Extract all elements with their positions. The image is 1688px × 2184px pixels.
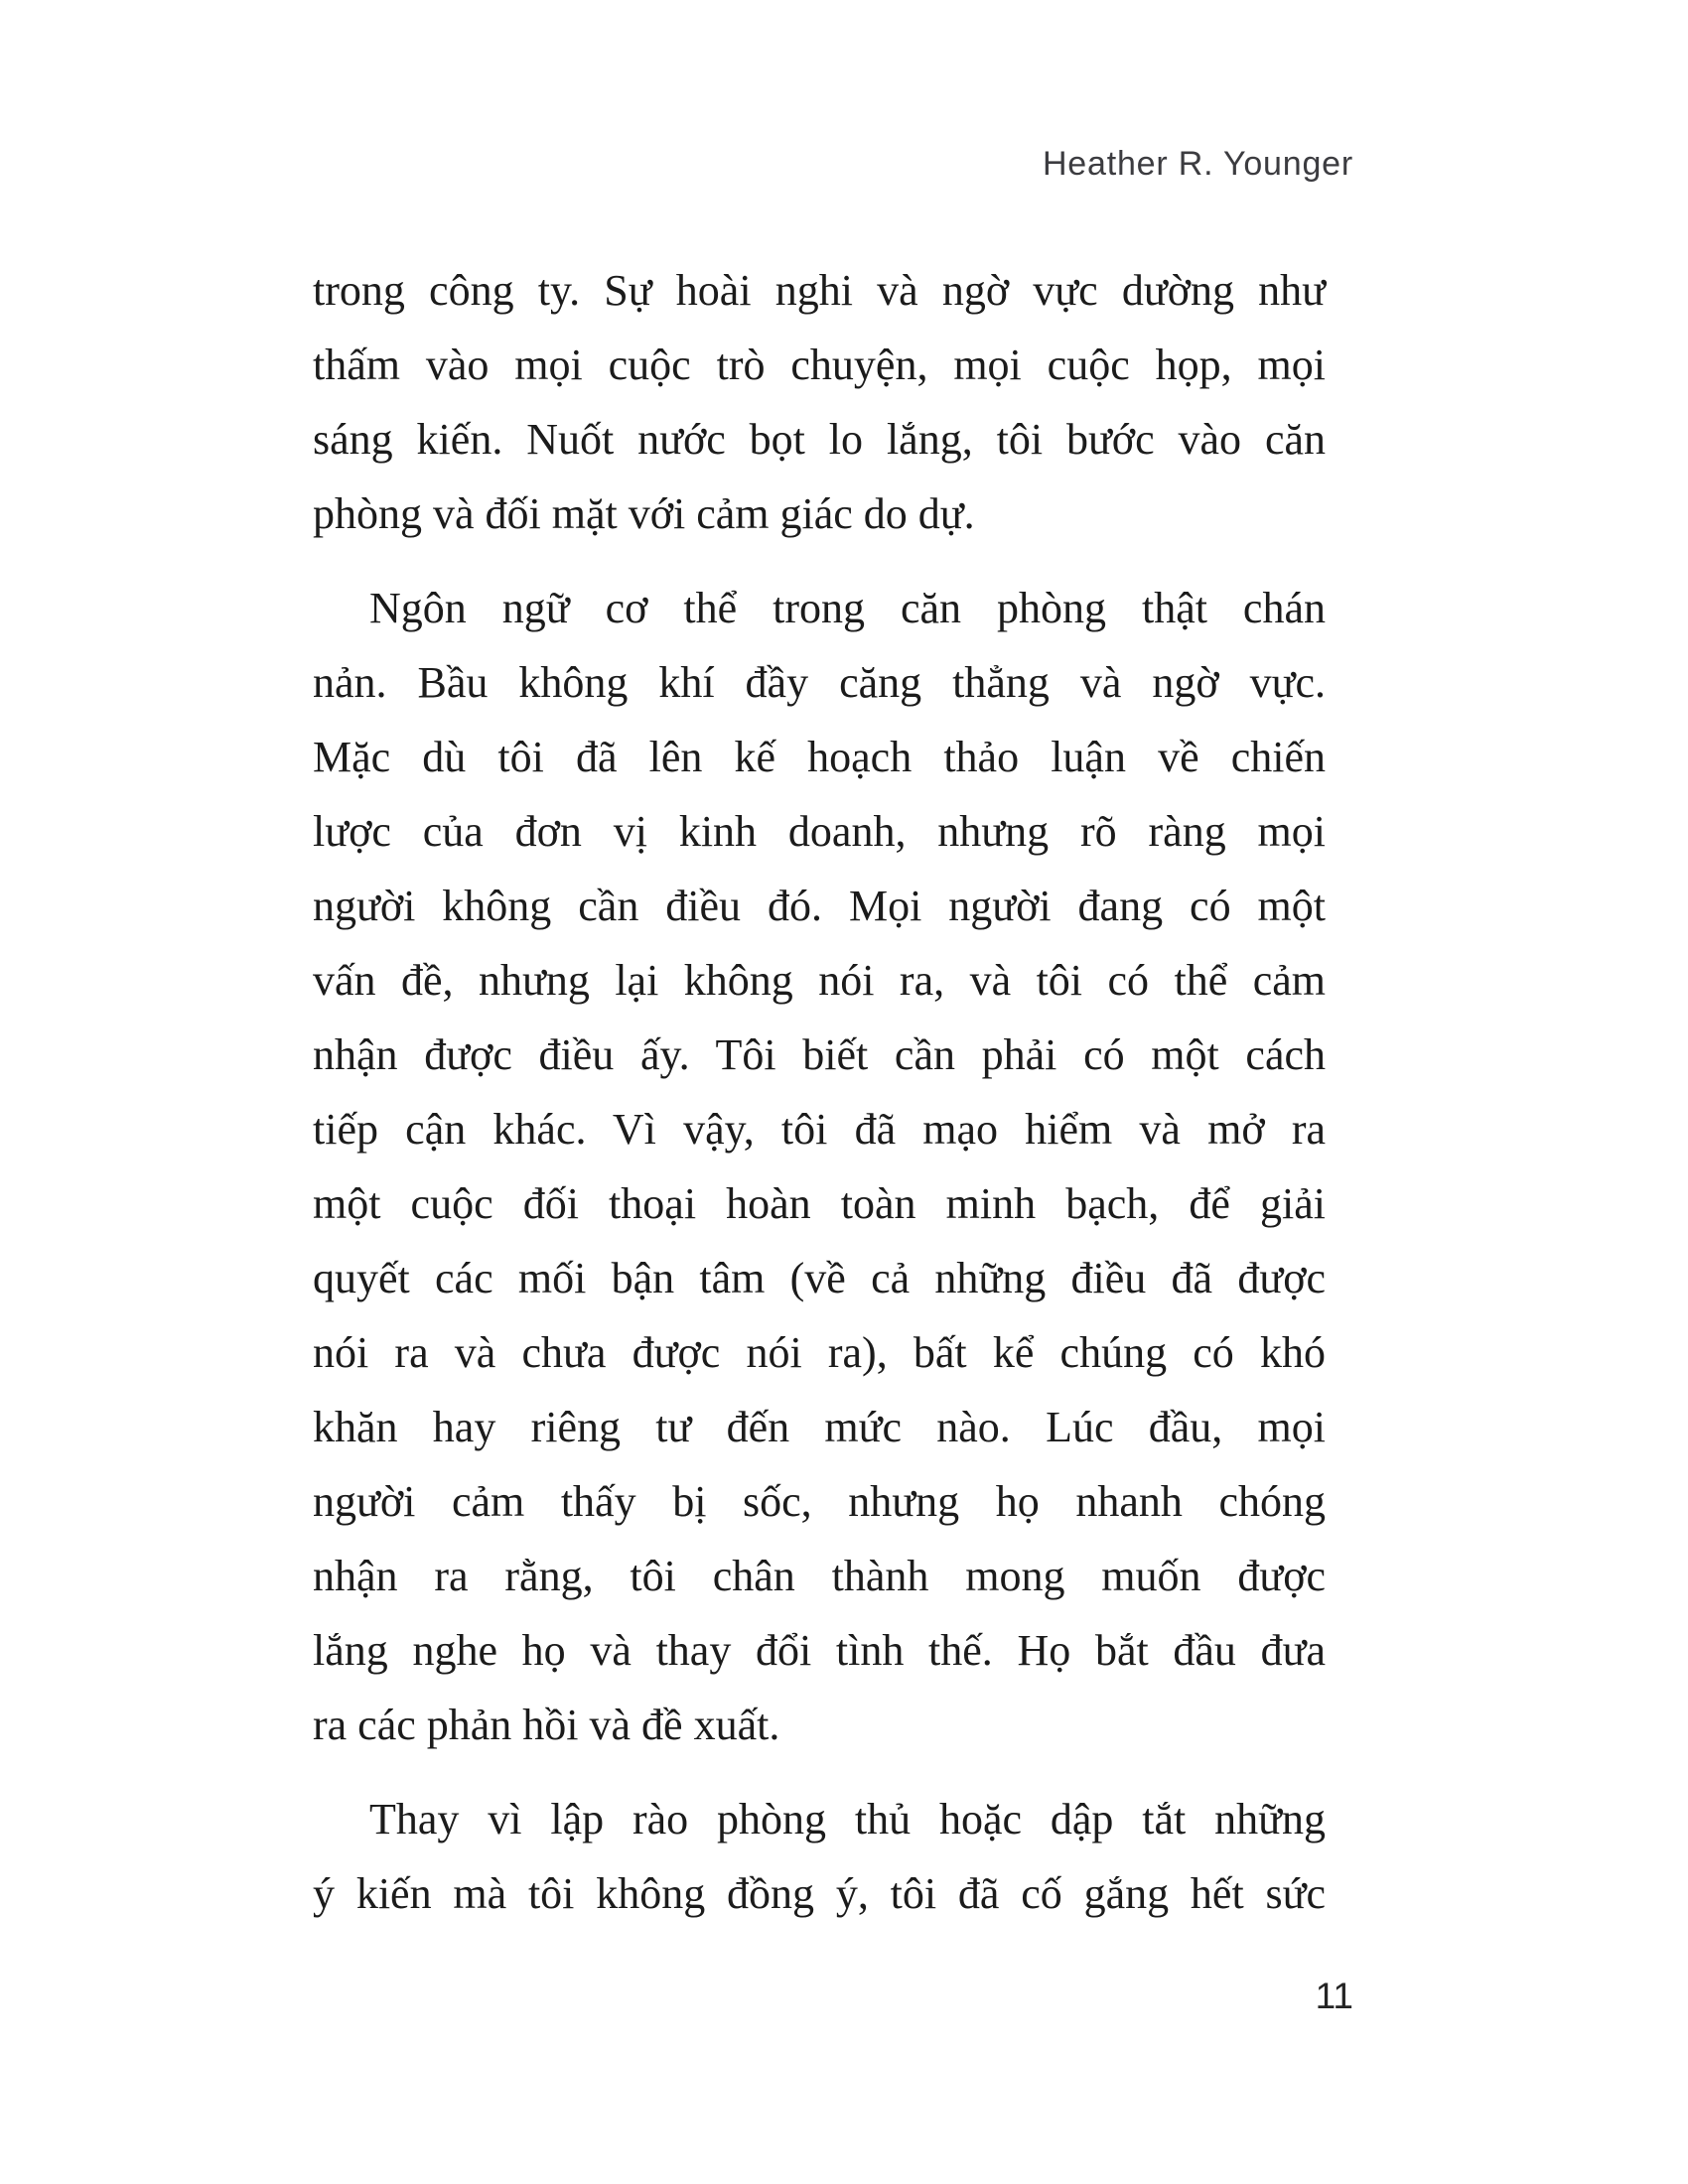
text-line: khăn hay riêng tư đến mức nào. Lúc đầu, mọi xyxy=(313,1403,1326,1451)
text-line: ra các phản hồi và đề xuất. xyxy=(313,1701,780,1749)
text-line: người cảm thấy bị sốc, nhưng họ nhanh chóng xyxy=(313,1477,1326,1526)
body-text xyxy=(313,253,1326,1931)
text-line: Thay vì lập rào phòng thủ hoặc dập tắt những xyxy=(369,1795,1326,1843)
text-line: người không cần điều đó. Mọi người đang có một xyxy=(313,882,1326,930)
text-line: phòng và đối mặt với cảm giác do dự. xyxy=(313,489,975,538)
text-line: thấm vào mọi cuộc trò chuyện, mọi cuộc họp, mọi xyxy=(313,341,1326,389)
text-line: nhận được điều ấy. Tôi biết cần phải có một cách xyxy=(313,1030,1326,1079)
paragraph xyxy=(313,1782,1326,1931)
text-line: sáng kiến. Nuốt nước bọt lo lắng, tôi bước vào căn xyxy=(313,415,1326,464)
text-line: một cuộc đối thoại hoàn toàn minh bạch, để giải xyxy=(313,1179,1326,1228)
text-line: tiếp cận khác. Vì vậy, tôi đã mạo hiểm và mở ra xyxy=(313,1105,1326,1154)
text-line: lắng nghe họ và thay đổi tình thế. Họ bắt đầu đưa xyxy=(313,1626,1326,1675)
text-line: ý kiến mà tôi không đồng ý, tôi đã cố gắng hết sức xyxy=(313,1869,1326,1918)
text-line: Mặc dù tôi đã lên kế hoạch thảo luận về chiến xyxy=(313,733,1326,781)
text-line: nhận ra rằng, tôi chân thành mong muốn được xyxy=(313,1552,1326,1600)
text-line: vấn đề, nhưng lại không nói ra, và tôi có thể cảm xyxy=(313,956,1326,1005)
text-line: Ngôn ngữ cơ thể trong căn phòng thật chán xyxy=(369,584,1326,632)
text-line: trong công ty. Sự hoài nghi và ngờ vực dường như xyxy=(313,266,1326,315)
page-number: 11 xyxy=(1315,1976,1353,2016)
text-line: nói ra và chưa được nói ra), bất kể chúng có khó xyxy=(313,1328,1326,1377)
text-line: quyết các mối bận tâm (về cả những điều đã được xyxy=(313,1254,1326,1302)
paragraph xyxy=(313,571,1326,1762)
text-line: nản. Bầu không khí đầy căng thẳng và ngờ vực. xyxy=(313,658,1326,707)
paragraph xyxy=(313,253,1326,551)
text-line: lược của đơn vị kinh doanh, nhưng rõ ràng mọi xyxy=(313,807,1326,856)
running-header-author: Heather R. Younger xyxy=(1042,145,1353,183)
